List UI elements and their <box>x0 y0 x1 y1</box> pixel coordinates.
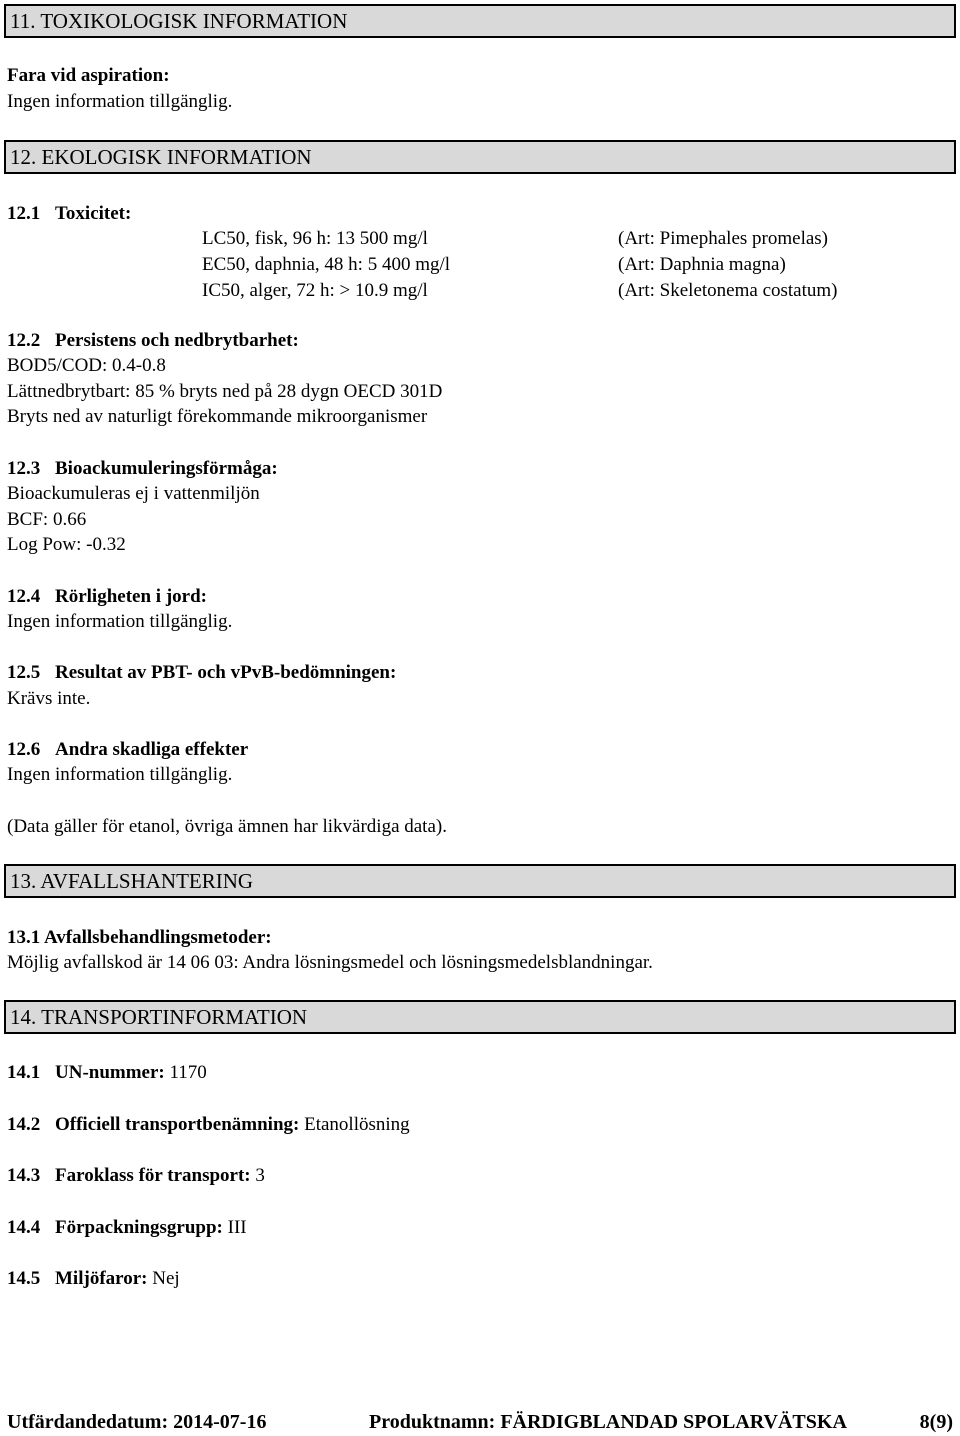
issue-date: Utfärdandedatum: 2014-07-16 <box>7 1411 267 1433</box>
soil-mobility-heading: 12.4 Rörligheten i jord: <box>7 586 207 607</box>
section-12-header: 12. EKOLOGISK INFORMATION <box>4 140 956 174</box>
transport-item: 14.2 Officiell transportbenämning: Etanollösning <box>7 1114 410 1135</box>
transport-item: 14.5 Miljöfaror: Nej <box>7 1268 180 1289</box>
bioaccumulation-heading: 12.3 Bioackumuleringsförmåga: <box>7 458 278 479</box>
persistence-line: Bryts ned av naturligt förekommande mikroorganismer <box>7 406 428 427</box>
transport-item: 14.4 Förpackningsgrupp: III <box>7 1217 247 1238</box>
bioaccumulation-line: BCF: 0.66 <box>7 509 87 530</box>
toxicity-species: (Art: Daphnia magna) <box>618 254 786 275</box>
soil-mobility-value: Ingen information tillgänglig. <box>7 611 233 632</box>
toxicity-species: (Art: Skeletonema costatum) <box>618 280 838 301</box>
toxicity-value: IC50, alger, 72 h: > 10.9 mg/l <box>202 280 428 301</box>
toxicity-value: LC50, fisk, 96 h: 13 500 mg/l <box>202 228 428 249</box>
pbt-value: Krävs inte. <box>7 688 91 709</box>
waste-methods-value: Möjlig avfallskod är 14 06 03: Andra lösningsmedel och lösningsmedelsblandningar. <box>7 952 653 973</box>
aspiration-value: Ingen information tillgänglig. <box>7 91 233 112</box>
bioaccumulation-line: Log Pow: -0.32 <box>7 534 126 555</box>
other-effects-value: Ingen information tillgänglig. <box>7 764 233 785</box>
section-14-header: 14. TRANSPORTINFORMATION <box>4 1000 956 1034</box>
transport-item: 14.3 Faroklass för transport: 3 <box>7 1165 265 1186</box>
section-13-header: 13. AVFALLSHANTERING <box>4 864 956 898</box>
aspiration-label: Fara vid aspiration: <box>7 65 170 86</box>
toxicity-species: (Art: Pimephales promelas) <box>618 228 829 249</box>
toxicity-heading: 12.1 Toxicitet: <box>7 203 132 224</box>
waste-methods-heading: 13.1 Avfallsbehandlingsmetoder: <box>7 927 272 948</box>
transport-item: 14.1 UN-nummer: 1170 <box>7 1062 207 1083</box>
other-effects-heading: 12.6 Andra skadliga effekter <box>7 739 249 760</box>
data-note: (Data gäller för etanol, övriga ämnen har likvärdiga data). <box>7 816 447 837</box>
page-number: 8(9) <box>919 1411 953 1433</box>
toxicity-value: EC50, daphnia, 48 h: 5 400 mg/l <box>202 254 451 275</box>
section-11-header: 11. TOXIKOLOGISK INFORMATION <box>4 4 956 38</box>
persistence-line: BOD5/COD: 0.4-0.8 <box>7 355 166 376</box>
persistence-line: Lättnedbrytbart: 85 % bryts ned på 28 dygn OECD 301D <box>7 381 443 402</box>
pbt-heading: 12.5 Resultat av PBT- och vPvB-bedömningen: <box>7 662 397 683</box>
persistence-heading: 12.2 Persistens och nedbrytbarhet: <box>7 330 299 351</box>
product-name: Produktnamn: FÄRDIGBLANDAD SPOLARVÄTSKA <box>369 1411 847 1433</box>
bioaccumulation-line: Bioackumuleras ej i vattenmiljön <box>7 483 260 504</box>
